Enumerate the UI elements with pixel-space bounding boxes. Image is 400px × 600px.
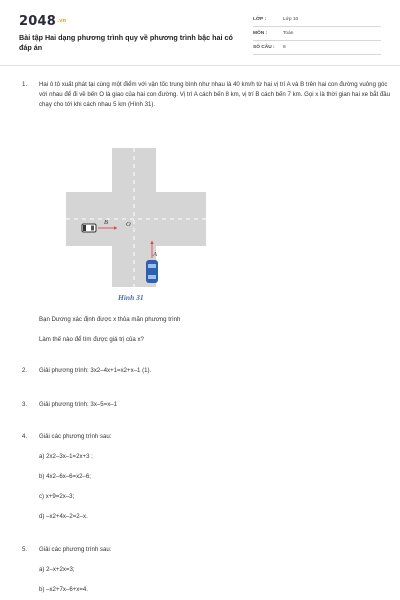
label-a: A [153,251,157,258]
site-logo[interactable] [19,14,66,29]
meta-subject [253,30,381,41]
label-b: B [104,219,108,226]
question-number: 5. [22,546,28,553]
question-1-ask: Làm thế nào để tìm được giá trị của x? [39,336,144,343]
meta-class-value: Lớp 10 [283,17,299,22]
question-1-note: Bạn Dương xác định được x thỏa mãn phương trình [39,316,181,323]
meta-subject-value: Toán [283,31,294,36]
question-number: 1. [22,81,28,88]
intersection-figure [66,148,206,287]
question-text: Giải các phương trình sau: [39,546,112,553]
meta-count [253,44,381,55]
meta-class [253,16,381,27]
question-text: Giải phương trình: 3x2–4x+1=x2+x–1 (1). [39,367,152,374]
car-a-icon [146,260,158,283]
logo-suffix: .vn [56,18,67,24]
meta-count-value: 8 [283,45,286,50]
car-b-icon [82,224,96,232]
question-4-item-b: b) 4x2–6x–6=x2–6; [39,473,92,480]
document-title: Bài tập Hai dạng phương trình quy về phương trình bậc hai có đáp án [19,33,233,52]
question-text: Giải phương trình: 3x–5=x–1 [39,401,118,408]
question-4-item-c: c) x+9=2x–3; [39,493,75,500]
logo-text: 2048 [19,14,56,29]
question-number: 3. [22,401,28,408]
question-4-item-a: a) 2x2–3x–1=2x+3 ; [39,453,93,460]
header-divider [0,65,400,66]
question-text: Hai ô tô xuất phát tại cùng một điểm với vận tốc trung bình như nhau là 40 km/h từ hai vị trí A và B trên hai con đường vuông góc với nhau để đi về bến O là giao của hai con đường. Vị trí A cách bến 8 km, vị trí B cách bến 7 km. Gọi x là thời gian hai xe bắt đầu chạy cho tới khi cách nhau 5 km (Hình 31). [39,81,391,109]
meta-subject-key: MÔN : [253,31,268,36]
meta-class-key: LỚP : [253,17,267,22]
question-5-item-a: a) 2–x+2x=3; [39,566,75,573]
question-4-item-d: d) –x2+4x–2=2–x. [39,513,88,520]
figure-caption: Hình 31 [118,293,144,302]
question-text: Giải các phương trình sau: [39,433,112,440]
question-number: 2. [22,367,28,374]
question-number: 4. [22,433,28,440]
label-o: O [126,221,131,228]
meta-count-key: SỐ CÂU : [253,45,275,50]
question-5-item-b: b) –x2+7x–6+x=4. [39,586,88,593]
